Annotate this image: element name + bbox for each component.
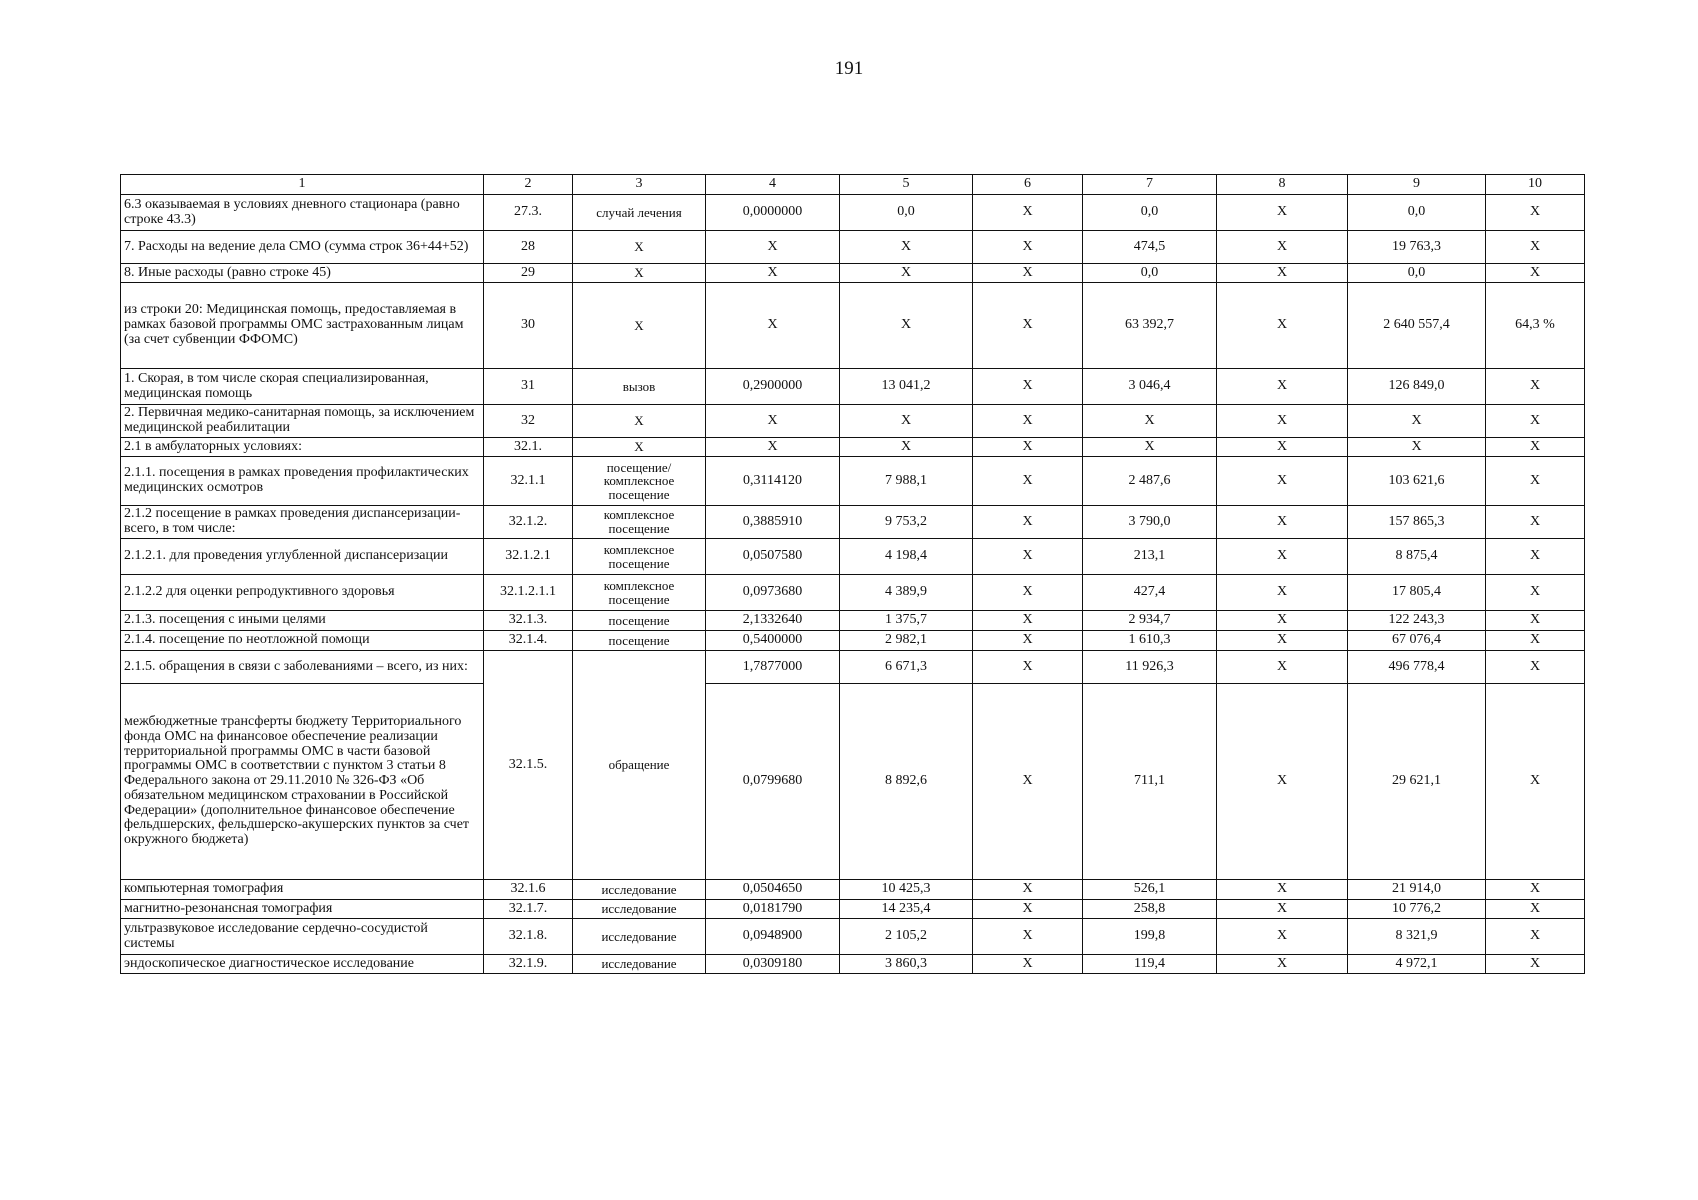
header-cell: 1 <box>121 175 484 195</box>
unit-cell: комплексное посещение <box>573 539 706 575</box>
value-cell: Х <box>973 880 1083 900</box>
value-cell: 711,1 <box>1083 684 1217 880</box>
value-cell: Х <box>1217 651 1348 684</box>
page-number: 191 <box>834 58 864 79</box>
value-cell: 32.1.8. <box>484 919 573 955</box>
value-cell: Х <box>1486 195 1585 231</box>
value-cell: Х <box>973 575 1083 611</box>
value-cell: Х <box>1217 283 1348 369</box>
value-cell: 9 753,2 <box>840 506 973 539</box>
value-cell: 103 621,6 <box>1348 457 1486 506</box>
value-cell: 0,0309180 <box>706 955 840 974</box>
value-cell: 0,0 <box>1083 264 1217 283</box>
value-cell: Х <box>973 405 1083 438</box>
value-cell: 32.1.2.1.1 <box>484 575 573 611</box>
table-row <box>121 539 1585 575</box>
value-cell: Х <box>973 438 1083 457</box>
unit-cell: вызов <box>573 369 706 405</box>
unit-cell: исследование <box>573 880 706 900</box>
row-label-cell: 2.1 в амбулаторных условиях: <box>121 438 484 457</box>
unit-cell: обращение <box>573 651 706 880</box>
value-cell: Х <box>1486 919 1585 955</box>
value-cell: Х <box>1486 631 1585 651</box>
header-cell: 8 <box>1217 175 1348 195</box>
value-cell: 8 875,4 <box>1348 539 1486 575</box>
header-cell: 10 <box>1486 175 1585 195</box>
row-label-cell: 2.1.2.2 для оценки репродуктивного здоровья <box>121 575 484 611</box>
value-cell: 0,0181790 <box>706 900 840 919</box>
value-cell: 7 988,1 <box>840 457 973 506</box>
value-cell: 526,1 <box>1083 880 1217 900</box>
value-cell: Х <box>1486 880 1585 900</box>
value-cell: Х <box>973 631 1083 651</box>
value-cell: 2 487,6 <box>1083 457 1217 506</box>
value-cell: Х <box>840 405 973 438</box>
header-cell: 5 <box>840 175 973 195</box>
value-cell: Х <box>1217 631 1348 651</box>
value-cell: Х <box>1217 684 1348 880</box>
value-cell: 0,0504650 <box>706 880 840 900</box>
value-cell: Х <box>1217 457 1348 506</box>
value-cell: 3 860,3 <box>840 955 973 974</box>
value-cell: 31 <box>484 369 573 405</box>
unit-cell: исследование <box>573 955 706 974</box>
value-cell: 119,4 <box>1083 955 1217 974</box>
value-cell: 8 892,6 <box>840 684 973 880</box>
value-cell: 0,0799680 <box>706 684 840 880</box>
header-cell: 3 <box>573 175 706 195</box>
value-cell: Х <box>1486 264 1585 283</box>
row-label-cell: 8. Иные расходы (равно строке 45) <box>121 264 484 283</box>
value-cell: Х <box>706 405 840 438</box>
value-cell: Х <box>1217 231 1348 264</box>
unit-cell: посещение <box>573 611 706 631</box>
value-cell: Х <box>1486 955 1585 974</box>
value-cell: 32.1.5. <box>484 651 573 880</box>
table-body <box>121 175 1585 974</box>
value-cell: Х <box>973 539 1083 575</box>
value-cell: 11 926,3 <box>1083 651 1217 684</box>
value-cell: 32.1. <box>484 438 573 457</box>
value-cell: Х <box>973 369 1083 405</box>
table-row <box>121 955 1585 974</box>
value-cell: 0,0000000 <box>706 195 840 231</box>
value-cell: 13 041,2 <box>840 369 973 405</box>
value-cell: 2 934,7 <box>1083 611 1217 631</box>
unit-cell: Х <box>573 405 706 438</box>
value-cell: 19 763,3 <box>1348 231 1486 264</box>
value-cell: Х <box>973 651 1083 684</box>
value-cell: 427,4 <box>1083 575 1217 611</box>
value-cell: Х <box>973 900 1083 919</box>
unit-cell: посещение <box>573 631 706 651</box>
value-cell: 28 <box>484 231 573 264</box>
value-cell: 6 671,3 <box>840 651 973 684</box>
value-cell: Х <box>973 283 1083 369</box>
value-cell: Х <box>1217 405 1348 438</box>
unit-cell: исследование <box>573 900 706 919</box>
value-cell: 0,5400000 <box>706 631 840 651</box>
unit-cell: случай лечения <box>573 195 706 231</box>
value-cell: Х <box>973 195 1083 231</box>
table-row <box>121 611 1585 631</box>
row-label-cell: из строки 20: Медицинская помощь, предоставляемая в рамках базовой программы ОМС застрахованным лицам (за счет субвенции ФФОМС) <box>121 283 484 369</box>
value-cell: 32.1.4. <box>484 631 573 651</box>
value-cell: Х <box>1486 405 1585 438</box>
value-cell: 122 243,3 <box>1348 611 1486 631</box>
row-label-cell: 6.3 оказываемая в условиях дневного стационара (равно строке 43.3) <box>121 195 484 231</box>
value-cell: 8 321,9 <box>1348 919 1486 955</box>
value-cell: 1,7877000 <box>706 651 840 684</box>
value-cell: Х <box>973 684 1083 880</box>
value-cell: Х <box>840 231 973 264</box>
value-cell: 32.1.1 <box>484 457 573 506</box>
value-cell: 2 105,2 <box>840 919 973 955</box>
value-cell: Х <box>973 231 1083 264</box>
value-cell: 4 389,9 <box>840 575 973 611</box>
value-cell: 0,0 <box>840 195 973 231</box>
value-cell: Х <box>1486 900 1585 919</box>
value-cell: 157 865,3 <box>1348 506 1486 539</box>
value-cell: 32.1.3. <box>484 611 573 631</box>
value-cell: 258,8 <box>1083 900 1217 919</box>
value-cell: Х <box>1217 900 1348 919</box>
table-row <box>121 283 1585 369</box>
value-cell: 2 640 557,4 <box>1348 283 1486 369</box>
value-cell: Х <box>973 919 1083 955</box>
value-cell: Х <box>1348 405 1486 438</box>
value-cell: 30 <box>484 283 573 369</box>
table-row <box>121 575 1585 611</box>
row-label-cell: 2.1.1. посещения в рамках проведения профилактических медицинских осмотров <box>121 457 484 506</box>
header-cell: 7 <box>1083 175 1217 195</box>
value-cell: 0,3114120 <box>706 457 840 506</box>
value-cell: Х <box>973 457 1083 506</box>
value-cell: Х <box>1486 438 1585 457</box>
table-row <box>121 369 1585 405</box>
value-cell: Х <box>840 283 973 369</box>
value-cell: Х <box>973 611 1083 631</box>
value-cell: 2 982,1 <box>840 631 973 651</box>
value-cell: Х <box>1486 651 1585 684</box>
row-label-cell: 7. Расходы на ведение дела СМО (сумма строк 36+44+52) <box>121 231 484 264</box>
row-label-cell: 2. Первичная медико-санитарная помощь, за исключением медицинской реабилитации <box>121 405 484 438</box>
unit-cell: посещение/ комплексное посещение <box>573 457 706 506</box>
table-row <box>121 631 1585 651</box>
value-cell: Х <box>973 955 1083 974</box>
value-cell: Х <box>1217 611 1348 631</box>
value-cell: 0,0948900 <box>706 919 840 955</box>
value-cell: 17 805,4 <box>1348 575 1486 611</box>
header-row <box>121 175 1585 195</box>
value-cell: 32.1.6 <box>484 880 573 900</box>
value-cell: 32.1.9. <box>484 955 573 974</box>
table-row <box>121 457 1585 506</box>
table-row <box>121 919 1585 955</box>
value-cell: Х <box>840 264 973 283</box>
value-cell: 0,3885910 <box>706 506 840 539</box>
value-cell: Х <box>1486 457 1585 506</box>
value-cell: 32.1.2.1 <box>484 539 573 575</box>
unit-cell: Х <box>573 231 706 264</box>
header-cell: 9 <box>1348 175 1486 195</box>
value-cell: Х <box>1217 438 1348 457</box>
unit-cell: комплексное посещение <box>573 506 706 539</box>
value-cell: 64,3 % <box>1486 283 1585 369</box>
value-cell: Х <box>706 231 840 264</box>
value-cell: Х <box>1217 575 1348 611</box>
value-cell: 32 <box>484 405 573 438</box>
value-cell: 10 425,3 <box>840 880 973 900</box>
value-cell: Х <box>1083 438 1217 457</box>
value-cell: Х <box>1486 231 1585 264</box>
unit-cell: исследование <box>573 919 706 955</box>
row-label-cell: эндоскопическое диагностическое исследование <box>121 955 484 974</box>
value-cell: Х <box>1217 264 1348 283</box>
value-cell: 0,0 <box>1348 264 1486 283</box>
value-cell: Х <box>706 283 840 369</box>
table-row <box>121 880 1585 900</box>
value-cell: 63 392,7 <box>1083 283 1217 369</box>
value-cell: 496 778,4 <box>1348 651 1486 684</box>
value-cell: Х <box>1348 438 1486 457</box>
value-cell: Х <box>840 438 973 457</box>
row-label-cell: 2.1.2.1. для проведения углубленной диспансеризации <box>121 539 484 575</box>
row-label-cell: ультразвуковое исследование сердечно-сосудистой системы <box>121 919 484 955</box>
value-cell: 27.3. <box>484 195 573 231</box>
row-label-cell: компьютерная томография <box>121 880 484 900</box>
value-cell: Х <box>973 506 1083 539</box>
value-cell: 3 046,4 <box>1083 369 1217 405</box>
unit-cell: Х <box>573 264 706 283</box>
row-label-cell: 2.1.4. посещение по неотложной помощи <box>121 631 484 651</box>
value-cell: 29 <box>484 264 573 283</box>
table-row <box>121 405 1585 438</box>
table-row <box>121 195 1585 231</box>
value-cell: Х <box>706 438 840 457</box>
value-cell: 213,1 <box>1083 539 1217 575</box>
value-cell: 4 198,4 <box>840 539 973 575</box>
row-label-cell: магнитно-резонансная томография <box>121 900 484 919</box>
table-row <box>121 264 1585 283</box>
value-cell: 32.1.7. <box>484 900 573 919</box>
value-cell: Х <box>1217 539 1348 575</box>
row-label-cell: 2.1.5. обращения в связи с заболеваниями – всего, из них: <box>121 651 484 684</box>
header-cell: 6 <box>973 175 1083 195</box>
value-cell: Х <box>1217 955 1348 974</box>
value-cell: 10 776,2 <box>1348 900 1486 919</box>
table-row <box>121 438 1585 457</box>
value-cell: 29 621,1 <box>1348 684 1486 880</box>
table-row <box>121 506 1585 539</box>
value-cell: Х <box>1217 880 1348 900</box>
value-cell: Х <box>706 264 840 283</box>
value-cell: 0,2900000 <box>706 369 840 405</box>
header-cell: 2 <box>484 175 573 195</box>
row-label-cell: 1. Скорая, в том числе скорая специализированная, медицинская помощь <box>121 369 484 405</box>
value-cell: Х <box>1486 575 1585 611</box>
value-cell: 4 972,1 <box>1348 955 1486 974</box>
value-cell: 199,8 <box>1083 919 1217 955</box>
value-cell: 67 076,4 <box>1348 631 1486 651</box>
value-cell: Х <box>973 264 1083 283</box>
table-row <box>121 651 1585 684</box>
value-cell: Х <box>1486 611 1585 631</box>
value-cell: Х <box>1217 195 1348 231</box>
value-cell: 0,0 <box>1348 195 1486 231</box>
value-cell: 1 375,7 <box>840 611 973 631</box>
row-label-cell: 2.1.3. посещения с иными целями <box>121 611 484 631</box>
value-cell: 2,1332640 <box>706 611 840 631</box>
table-row <box>121 900 1585 919</box>
value-cell: Х <box>1486 539 1585 575</box>
value-cell: Х <box>1486 684 1585 880</box>
value-cell: 0,0973680 <box>706 575 840 611</box>
value-cell: Х <box>1217 919 1348 955</box>
value-cell: Х <box>1217 369 1348 405</box>
value-cell: 474,5 <box>1083 231 1217 264</box>
value-cell: Х <box>1486 369 1585 405</box>
header-cell: 4 <box>706 175 840 195</box>
value-cell: 126 849,0 <box>1348 369 1486 405</box>
value-cell: 1 610,3 <box>1083 631 1217 651</box>
table-row <box>121 684 1585 880</box>
data-table <box>120 174 1585 974</box>
row-label-cell: 2.1.2 посещение в рамках проведения диспансеризации-всего, в том числе: <box>121 506 484 539</box>
value-cell: 32.1.2. <box>484 506 573 539</box>
unit-cell: Х <box>573 438 706 457</box>
value-cell: 0,0 <box>1083 195 1217 231</box>
unit-cell: комплексное посещение <box>573 575 706 611</box>
unit-cell: Х <box>573 283 706 369</box>
table-row <box>121 231 1585 264</box>
value-cell: 21 914,0 <box>1348 880 1486 900</box>
value-cell: 14 235,4 <box>840 900 973 919</box>
value-cell: Х <box>1083 405 1217 438</box>
row-label-cell: межбюджетные трансферты бюджету Территориального фонда ОМС на финансовое обеспечение реализации территориальной программы ОМС в части базовой программы ОМС в соответствии с пунктом 3 статьи 8 Федерального закона от 29.11.2010 № 326-ФЗ «Об обязательном медицинском страховании в Российской Федерации» (дополнительное финансовое обеспечение фельдшерских, фельдшерско-акушерских пунктов за счет окружного бюджета) <box>121 684 484 880</box>
value-cell: Х <box>1217 506 1348 539</box>
value-cell: 0,0507580 <box>706 539 840 575</box>
value-cell: Х <box>1486 506 1585 539</box>
value-cell: 3 790,0 <box>1083 506 1217 539</box>
